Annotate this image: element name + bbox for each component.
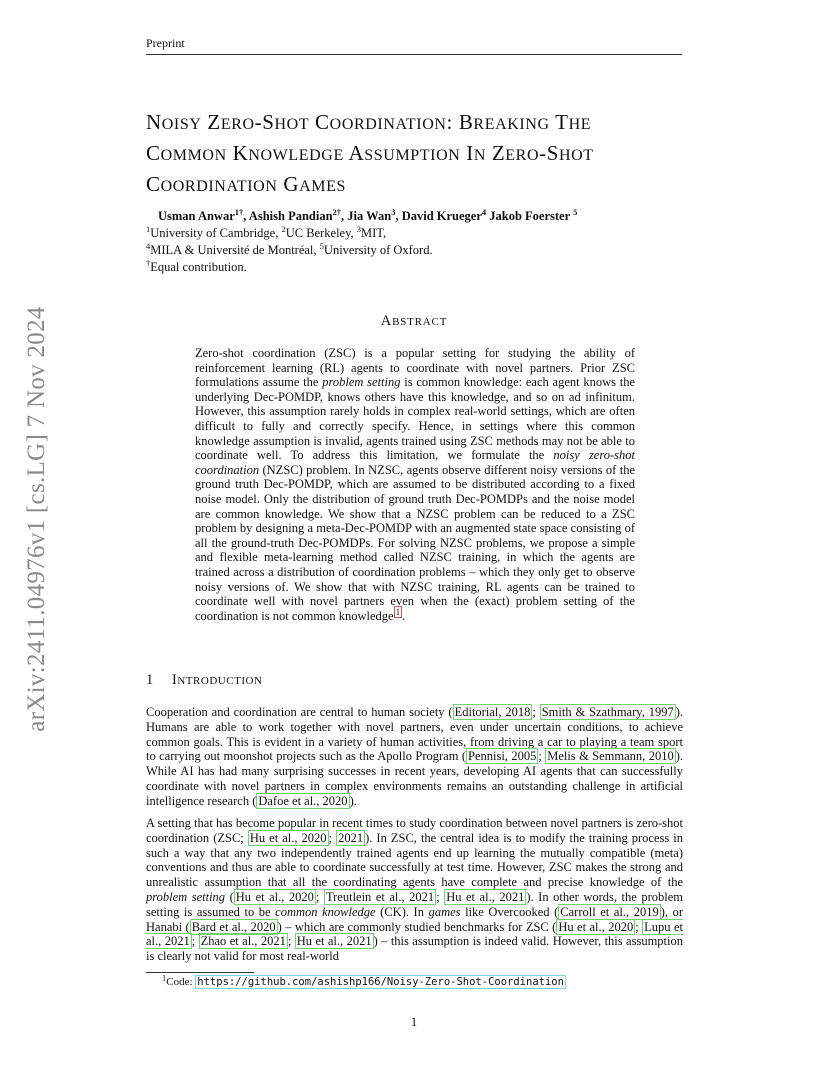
citation-link[interactable]: Smith & Szathmary, 1997 bbox=[541, 705, 674, 719]
footnote-mark: 1 bbox=[162, 972, 167, 983]
page-number: 1 bbox=[410, 1015, 418, 1029]
citation-link[interactable]: Hu et al., 2021 bbox=[296, 934, 372, 949]
author-names: Usman Anwar$^{1\dagger}$, Ashish Pandian$^{2\dagger}$, Jia Wan$^3$, David Krueger$^4$ Jakob Foerster $^5$ bbox=[158, 206, 578, 223]
affiliation-line-2: $^4$MILA & Université de Montréal, $^5$University of Oxford. bbox=[146, 240, 433, 257]
footnote-label: Code: bbox=[166, 976, 196, 988]
paragraph-text: ; bbox=[328, 830, 337, 845]
code-link[interactable]: https://github.com/ashishp166/Noisy-Zero-Shot-Coordination bbox=[197, 976, 564, 988]
paper-title bbox=[146, 108, 706, 201]
citation-link[interactable]: Melis & Semmann, 2010 bbox=[547, 749, 674, 764]
arxiv-id: arXiv:2411.04976v1 [cs.LG] 7 Nov 2024 bbox=[23, 306, 50, 732]
paragraph-text: ). In ZSC, the central idea is to modify the training process in such a way that any two independently trained agents end up learning the mutually compatible (meta) conventions and thus are able to coordinate successfully at test time. However, ZSC makes the strong and unrealistic assumption that all the coordinating agents have complete and precise knowledge of the bbox=[146, 830, 683, 890]
equal-contribution-note: †Equal contribution. bbox=[146, 257, 247, 274]
citation-link[interactable]: Hu et al., 2020 bbox=[249, 830, 327, 845]
emphasis: problem setting bbox=[146, 889, 226, 904]
citation-link[interactable]: Bard et al., 2020 bbox=[191, 919, 276, 934]
paragraph-text: like Overcooked ( bbox=[460, 904, 559, 919]
paragraph-text: ; bbox=[538, 749, 546, 764]
footnote-ref[interactable]: 1 bbox=[395, 606, 401, 617]
arxiv-stamp bbox=[22, 288, 52, 750]
paragraph-text: Cooperation and coordination are central to human society ( bbox=[146, 705, 453, 719]
abstract-text: (NZSC) problem. In NZSC, agents observe different noisy versions of the ground truth Dec-POMDP, which are assumed to be distributed according to a fixed noise model. Only the distribution of ground truth Dec-POMDPs and the noise model are common knowledge. We show that a NZSC problem can be reduced to a ZSC problem by designing a meta-Dec-POMDP with an augmented state space consisting of all the ground-truth Dec-POMDPs. For solving NZSC problems, we propose a simple and flexible meta-learning method called NZSC training, in which the agents are trained across a distribution of coordination problems – which they only get to observe noisy versions of. We show that with NZSC training, RL agents can be trained to coordinate well with novel partners even when the (exact) problem setting of the coordination is not common knowledge bbox=[195, 462, 635, 623]
emphasis: games bbox=[428, 904, 461, 919]
affiliation-line-1: $^1$University of Cambridge, $^2$UC Berkeley, $^3$MIT, bbox=[146, 223, 387, 240]
citation-link[interactable]: Hu et al., 2020 bbox=[235, 889, 314, 904]
emphasis: noisy zero-shot coordination bbox=[195, 448, 636, 477]
citation-link[interactable]: Editorial, 2018 bbox=[454, 705, 531, 719]
citation-link[interactable]: Hu et al., 2021 bbox=[446, 889, 525, 904]
paragraph-text: ), or Hanabi ( bbox=[146, 904, 684, 934]
paragraph-text: ; bbox=[532, 705, 540, 719]
title-line: COORDINATION GAMES bbox=[146, 172, 346, 196]
citation-link[interactable]: Carroll et al., 2019 bbox=[560, 904, 659, 919]
title-line: NOISY ZERO-SHOT COORDINATION: BREAKING THE bbox=[146, 110, 592, 134]
citation-link[interactable]: Pennisi, 2005 bbox=[468, 749, 537, 764]
paragraph-text: ; bbox=[287, 934, 295, 949]
paragraph-text: ; bbox=[315, 889, 324, 904]
paragraph-text: ). bbox=[349, 793, 357, 808]
citation-link[interactable]: Hu et al., 2020 bbox=[558, 919, 634, 934]
author-block bbox=[146, 208, 686, 276]
citation-link[interactable]: Lupu et al., 2021 bbox=[146, 919, 683, 949]
running-header: Preprint bbox=[146, 36, 682, 55]
emphasis: problem setting bbox=[322, 375, 401, 390]
paragraph-text: ). Humans are able to work together with novel partners, even under uncertain conditions, to achieve common goals. This is evident in a variety of human activities, from driving a car to playing a team sport to carrying out moonshot projects such as the Apollo Program ( bbox=[146, 705, 683, 764]
section-title: INTRODUCTION bbox=[172, 672, 263, 688]
paragraph-text: ; bbox=[191, 934, 199, 949]
intro-paragraph-2 bbox=[146, 816, 683, 964]
paragraph-text: ; bbox=[635, 919, 643, 934]
abstract-heading bbox=[0, 313, 828, 330]
footnote bbox=[162, 972, 566, 988]
abstract-body bbox=[195, 346, 635, 623]
citation-link[interactable]: Treutlein et al., 2021 bbox=[325, 889, 435, 904]
abstract-heading-text: ABSTRACT bbox=[380, 313, 448, 329]
paragraph-text: A setting that has become popular in recent times to study coordination between novel partners is zero-shot coordination (ZSC; bbox=[146, 816, 683, 845]
paragraph-text: ). In other words, the problem setting is assumed to be bbox=[146, 889, 683, 919]
citation-link[interactable]: Zhao et al., 2021 bbox=[200, 934, 286, 949]
abstract-text: is common knowledge: each agent knows the underlying Dec-POMDP, knows others have this knowledge, and so on ad infinitum. However, this assumption rarely holds in complex real-world settings, which are often difficult to fully and correctly specify. Hence, in settings where this common knowledge assumption is invalid, agents trained using ZSC methods may not be able to coordinate well. To address this limitation, we formulate the bbox=[195, 375, 636, 463]
section-number: 1 bbox=[146, 672, 154, 688]
paragraph-text: ; bbox=[436, 889, 445, 904]
citation-link[interactable]: 2021 bbox=[338, 830, 364, 845]
intro-paragraph-1 bbox=[146, 705, 683, 809]
paragraph-text: (CK). In bbox=[375, 904, 429, 919]
emphasis: common knowledge bbox=[275, 904, 376, 919]
paragraph-text: ( bbox=[225, 889, 234, 904]
paragraph-text: ) – which are commonly studied benchmarks for ZSC ( bbox=[277, 919, 557, 934]
section-heading bbox=[146, 672, 262, 689]
paragraph-text: ). While AI has had many surprising successes in recent years, developing AI agents that can successfully coordinate with novel partners in complex environments remains an outstanding challenge in artificial intelligence research ( bbox=[146, 749, 683, 808]
title-line: COMMON KNOWLEDGE ASSUMPTION IN ZERO-SHOT bbox=[146, 141, 594, 165]
abstract-text: Zero-shot coordination (ZSC) is a popular setting for studying the ability of reinforcement learning (RL) agents to coordinate with novel partners. Prior ZSC formulations assume the bbox=[195, 346, 635, 390]
citation-link[interactable]: Dafoe et al., 2020 bbox=[258, 793, 348, 808]
abstract-text: . bbox=[402, 608, 406, 623]
paragraph-text: ) – this assumption is indeed valid. However, this assumption is clearly not valid for most real-world bbox=[146, 934, 683, 964]
